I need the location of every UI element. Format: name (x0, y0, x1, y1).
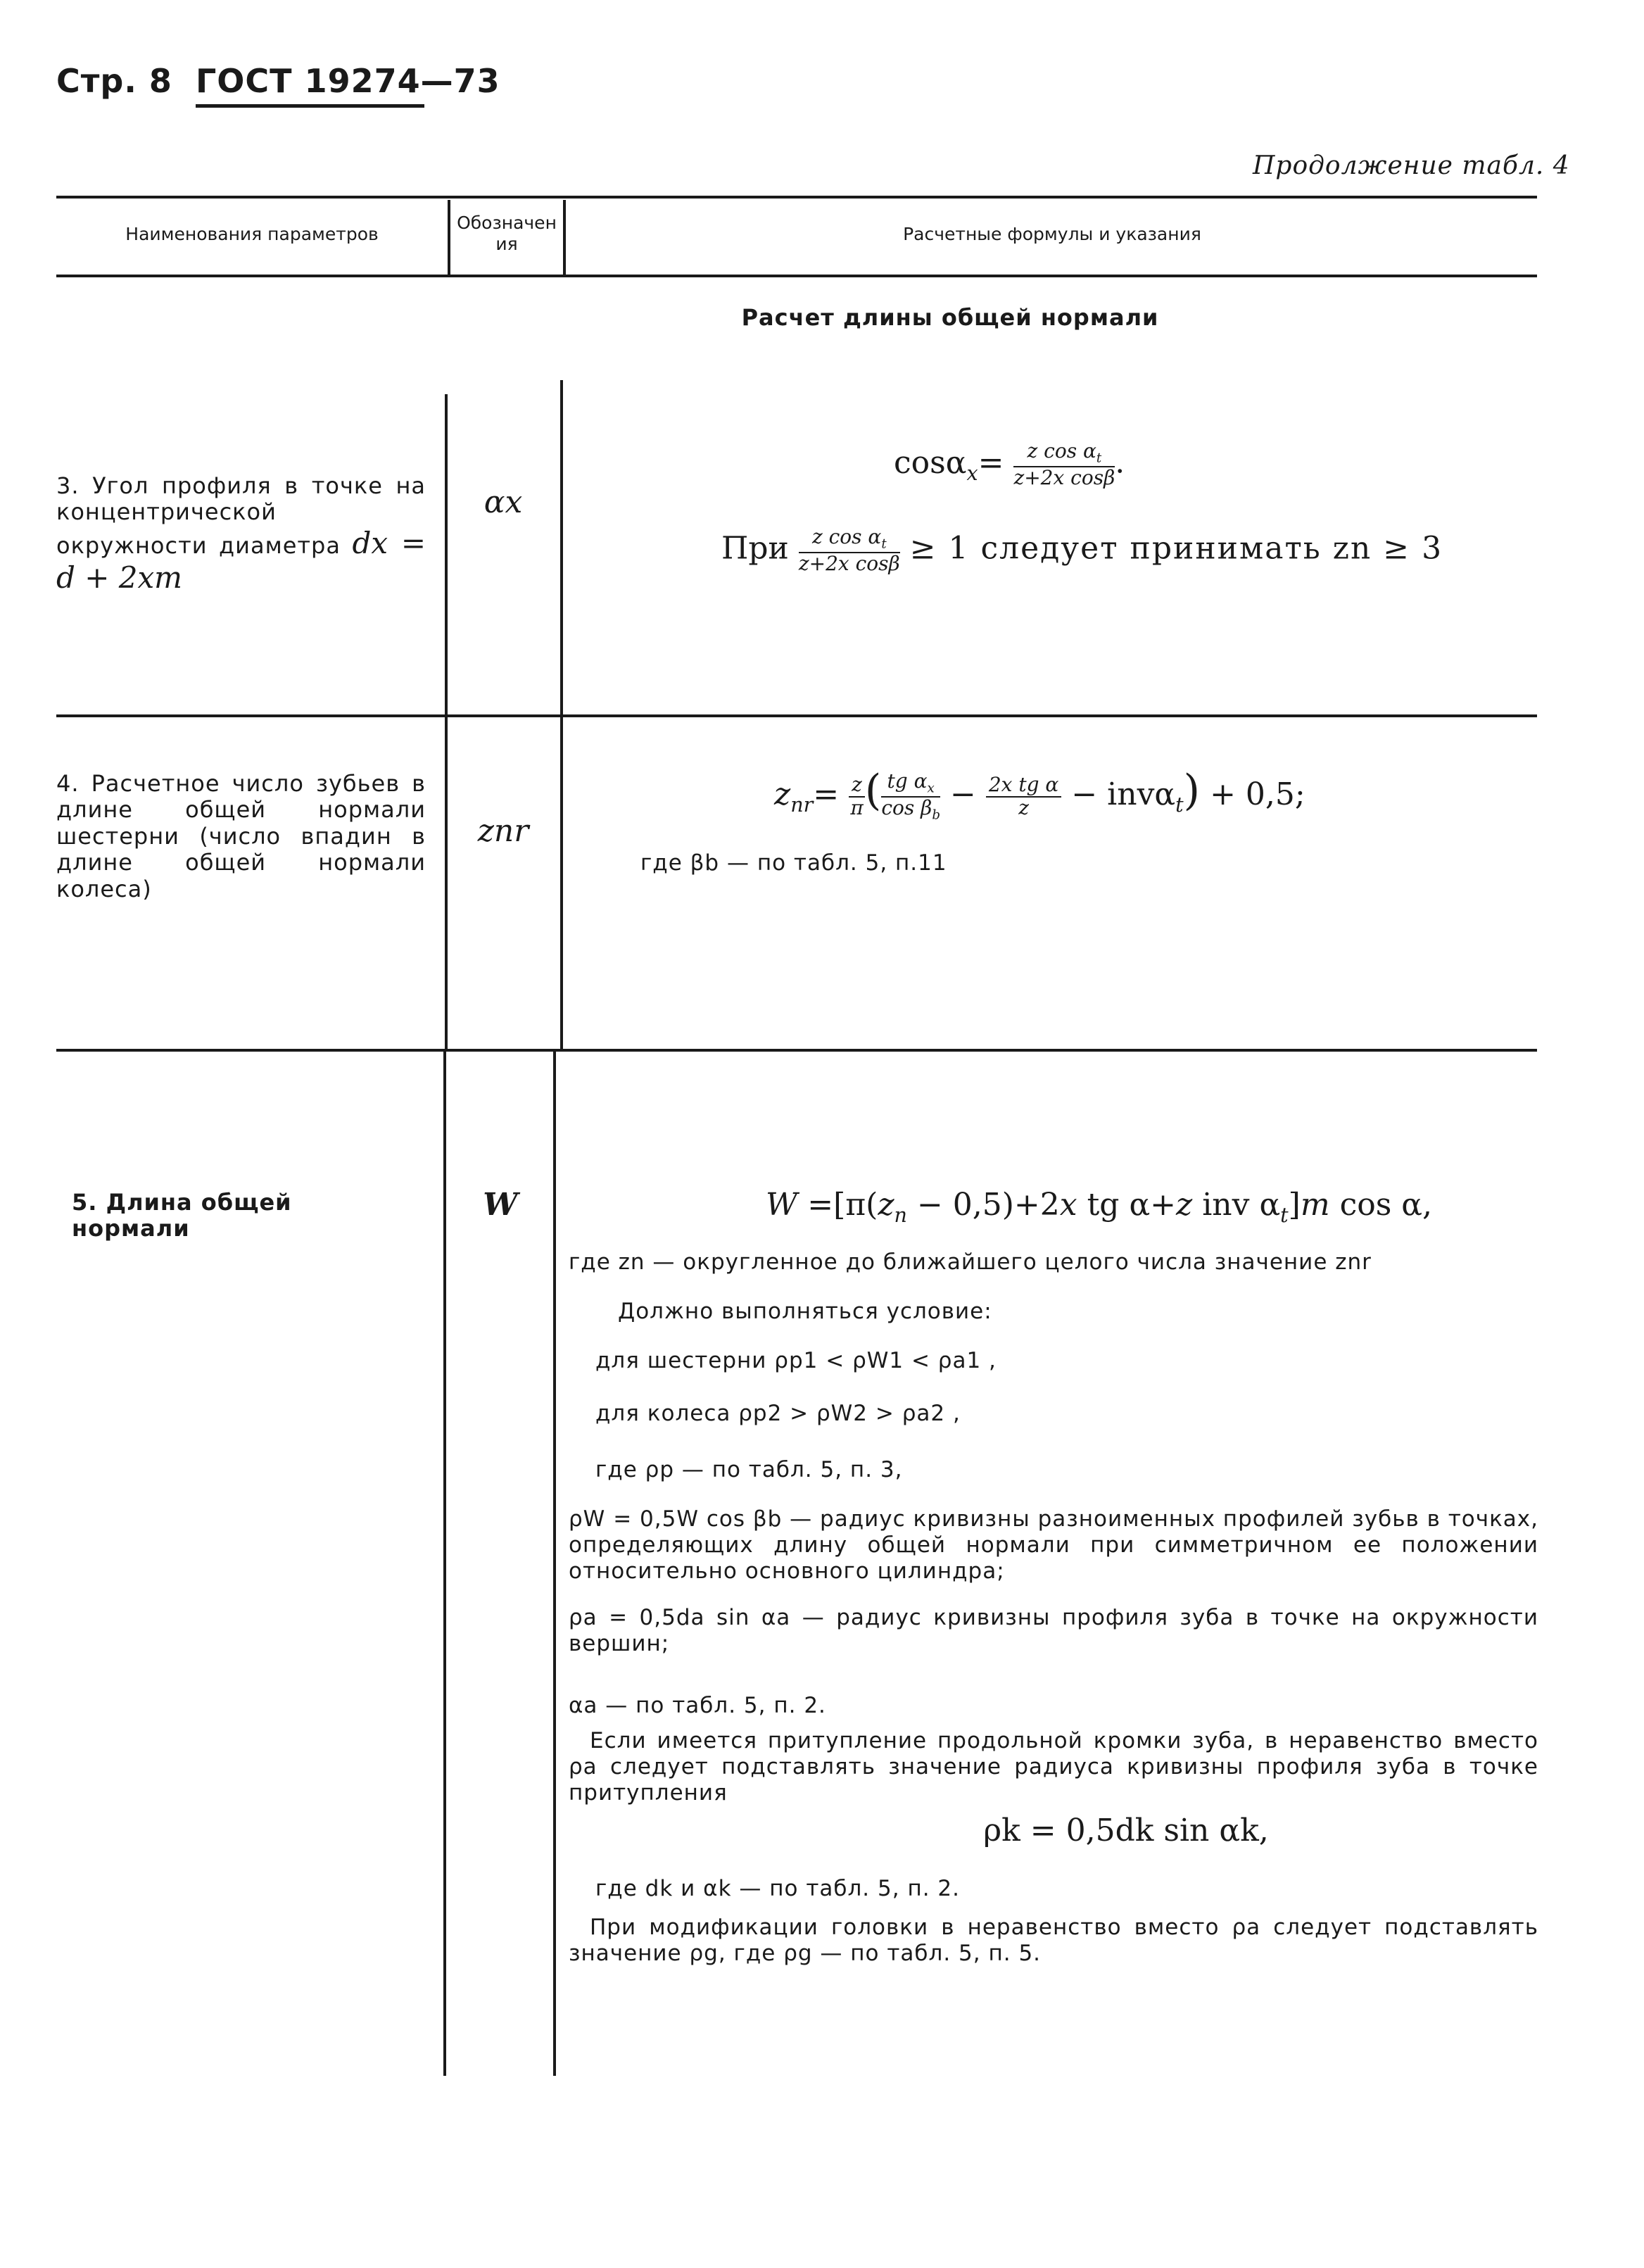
r4-vline-1 (445, 717, 448, 1049)
row-4-divider (56, 1049, 1537, 1052)
row-5-dk: где dk и αk — по табл. 5, п. 2. (595, 1876, 960, 1901)
row-5-alpha-a: αa — по табл. 5, п. 2. (569, 1693, 826, 1718)
row-5-condition: Должно выполняться условие: (618, 1299, 992, 1324)
table-head-rule (56, 275, 1537, 277)
row-4-symbol: znr (477, 813, 529, 849)
section-title: Расчет длины общей нормали (741, 304, 1159, 331)
table-top-rule (56, 196, 1537, 199)
r5-vline-1 (443, 1052, 446, 2076)
row-3-divider (56, 714, 1537, 717)
row-3-name-text: 3. Угол профиля в точке на концентрической окружности диаметра (56, 472, 426, 559)
r4-vline-2 (560, 717, 563, 1049)
col-header-name: Наименования параметров (125, 224, 379, 244)
row-5-name: 5. Длина общей нормали (72, 1189, 292, 1242)
row-3-formula-1: cosα$_x$= $\frac{z \cos \alpha_t}{\text{z+2x cosβ}}$ . (894, 439, 1125, 489)
row-5-wheel: для колеса ρp2 > ρW2 > ρa2 , (595, 1401, 961, 1426)
standard-number (196, 62, 500, 100)
row-5-rho-p: где ρp — по табл. 5, п. 3, (595, 1457, 903, 1482)
page-label: Стр. 8 (56, 62, 172, 100)
r3-vline-1 (445, 394, 448, 714)
row-4-note: где βb — по табл. 5, п.11 (640, 850, 947, 876)
row-4-name: 4. Расчетное число зубьев в длине общей нормали шестерни (число впадин в длине общей нормали колеса) (56, 770, 426, 902)
row-5-mod: При модификации головки в неравенство вместо ρa следует подставлять значение ρg, где ρg — по табл. 5, п. 5. (569, 1915, 1538, 1967)
row-3-name (56, 473, 426, 595)
header-underline (196, 104, 424, 108)
row-5-zn-note: где zn — округленное до ближайшего целого числа значение znr (569, 1249, 1372, 1275)
continuation-label: Продолжение табл. 4 (1253, 151, 1570, 180)
col-header-symbol: Обозначения (457, 213, 557, 254)
row-4-formula: $z_{nr}=$ $\frac{z}{\pi}$ ( $\frac{tg \alpha_x}{\cos \beta_b}$ − $\frac{\text{2x tg α}}{z}$ − invα$_t$) + 0,5; (774, 766, 1305, 823)
row-3-name-formula: dx = d + 2xm (56, 525, 426, 595)
r3-vline-2 (560, 380, 563, 714)
row-5-blunt: Если имеется притупление продольной кромки зуба, в неравенство вместо ρa следует подставлять значение радиуса кривизны профиля зуба в точке притупления (569, 1728, 1538, 1806)
standard-label: ГОСТ 19274—73 (196, 62, 500, 100)
head-vline-2 (563, 200, 566, 275)
row-5-rho-w: ρW = 0,5W cos βb — радиус кривизны разноименных профилей зубьв в точках, определяющих длину общей нормали при симметричном ее положении относительно основного цилиндра; (569, 1506, 1538, 1585)
r5-vline-2 (553, 1052, 556, 2076)
row-3-formula-2-prefix: При (721, 530, 789, 567)
row-5-symbol: W (483, 1187, 518, 1223)
row-5-formula: $W =[\pi(z_n - 0,5)+2x$ tg α+z inv $\alpha_t]m$ cos α, (766, 1187, 1432, 1227)
page-number (56, 62, 172, 100)
row-5-rho-a: ρa = 0,5da sin αa — радиус кривизны профиля зуба в точке на окружности вершин; (569, 1605, 1538, 1657)
row-3-formula-2: При $\frac{z \cos \alpha_t}{\text{z+2x cosβ}}$ ≥ 1 следует принимать zn ≥ 3 (721, 525, 1443, 575)
head-vline-1 (448, 200, 450, 275)
col-header-formula: Расчетные формулы и указания (903, 224, 1201, 244)
row-5-rho-k: ρk = 0,5dk sin αk, (983, 1813, 1269, 1848)
row-3-formula-2-suffix: ≥ 1 следует принимать zn ≥ 3 (909, 530, 1443, 567)
row-3-symbol: αx (483, 484, 523, 520)
row-5-pinion: для шестерни ρp1 < ρW1 < ρa1 , (595, 1348, 997, 1373)
